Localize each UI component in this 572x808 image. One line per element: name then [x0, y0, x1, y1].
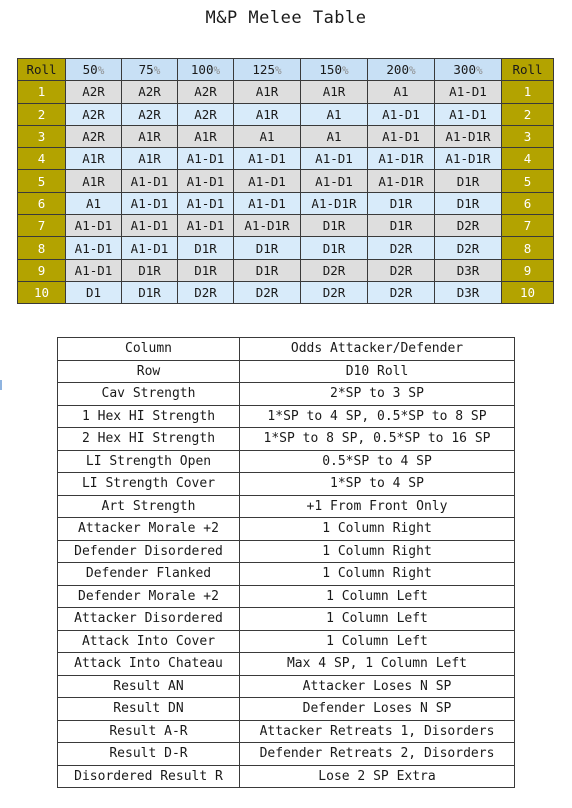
legend-row [58, 653, 515, 676]
roll-cell-left: 9 [18, 259, 66, 281]
legend-table [57, 337, 515, 788]
percent-sign: % [274, 64, 282, 78]
percent-sign: % [97, 64, 105, 78]
odds-header [368, 59, 435, 81]
result-cell: D1R [368, 192, 435, 214]
result-cell: D3R [435, 281, 502, 303]
result-cell: A1-D1 [368, 103, 435, 125]
result-cell: A1-D1R [234, 215, 301, 237]
legend-key: Row [58, 360, 240, 383]
legend-key: LI Strength Open [58, 450, 240, 473]
roll-cell-left: 2 [18, 103, 66, 125]
odds-value: 75 [138, 62, 154, 78]
result-cell: A1-D1 [178, 192, 234, 214]
legend-value: Defender Loses N SP [240, 698, 515, 721]
legend-row [58, 585, 515, 608]
result-cell: A1-D1 [66, 259, 122, 281]
legend-value: 1 Column Right [240, 563, 515, 586]
roll-cell-right: 7 [502, 215, 554, 237]
legend-value: 1 Column Right [240, 518, 515, 541]
result-cell: A1 [301, 103, 368, 125]
result-cell: A1R [122, 125, 178, 147]
legend-value: Defender Retreats 2, Disorders [240, 743, 515, 766]
roll-cell-right: 10 [502, 281, 554, 303]
roll-cell-left: 7 [18, 215, 66, 237]
result-cell: A1-D1 [122, 170, 178, 192]
roll-cell-left: 3 [18, 125, 66, 147]
roll-cell-left: 4 [18, 148, 66, 170]
legend-key: Defender Disordered [58, 540, 240, 563]
legend-value: 1 Column Right [240, 540, 515, 563]
result-cell: D1R [178, 237, 234, 259]
legend-value: D10 Roll [240, 360, 515, 383]
result-cell: A1-D1 [66, 237, 122, 259]
result-cell: A1-D1 [178, 148, 234, 170]
table-row [18, 215, 554, 237]
legend-value: 1*SP to 4 SP [240, 473, 515, 496]
result-cell: D2R [435, 215, 502, 237]
result-cell: D1 [66, 281, 122, 303]
result-cell: A1 [301, 125, 368, 147]
result-cell: D2R [368, 281, 435, 303]
result-cell: D2R [234, 281, 301, 303]
odds-value: 50 [82, 62, 98, 78]
result-cell: A1-D1 [368, 125, 435, 147]
result-cell: D1R [301, 237, 368, 259]
result-cell: A1-D1R [301, 192, 368, 214]
result-cell: D1R [234, 259, 301, 281]
odds-value: 150 [319, 62, 342, 78]
result-cell: A1-D1 [234, 192, 301, 214]
result-cell: A1-D1R [435, 125, 502, 147]
legend-value: 0.5*SP to 4 SP [240, 450, 515, 473]
legend-value: 1 Column Left [240, 608, 515, 631]
result-cell: A1-D1 [301, 148, 368, 170]
legend-key: Result D-R [58, 743, 240, 766]
roll-cell-left: 10 [18, 281, 66, 303]
result-cell: D1R [122, 281, 178, 303]
result-cell: D1R [122, 259, 178, 281]
result-cell: A1R [234, 81, 301, 103]
result-cell: A1R [122, 148, 178, 170]
legend-key: Attacker Morale +2 [58, 518, 240, 541]
legend-row [58, 630, 515, 653]
result-cell: A1-D1R [368, 170, 435, 192]
legend-value: 1 Column Left [240, 630, 515, 653]
legend-key: Result AN [58, 675, 240, 698]
melee-header-row [18, 59, 554, 81]
legend-key: Defender Morale +2 [58, 585, 240, 608]
legend-key: Column [58, 338, 240, 361]
legend-row [58, 540, 515, 563]
legend-row [58, 518, 515, 541]
result-cell: A2R [122, 103, 178, 125]
roll-header-right: Roll [502, 59, 554, 81]
legend-row [58, 360, 515, 383]
page-title: M&P Melee Table [205, 8, 367, 28]
legend-key: Art Strength [58, 495, 240, 518]
result-cell: D1R [435, 170, 502, 192]
legend-value: Lose 2 SP Extra [240, 765, 515, 788]
legend-value: 1*SP to 4 SP, 0.5*SP to 8 SP [240, 405, 515, 428]
result-cell: A2R [178, 81, 234, 103]
result-cell: D2R [368, 259, 435, 281]
result-cell: D1R [368, 215, 435, 237]
roll-cell-left: 1 [18, 81, 66, 103]
legend-key: 1 Hex HI Strength [58, 405, 240, 428]
roll-cell-right: 6 [502, 192, 554, 214]
odds-value: 200 [386, 62, 409, 78]
table-row [18, 170, 554, 192]
legend-row [58, 675, 515, 698]
legend-row [58, 608, 515, 631]
legend-value: Attacker Loses N SP [240, 675, 515, 698]
result-cell: A1-D1 [122, 215, 178, 237]
result-cell: A1-D1 [178, 170, 234, 192]
result-cell: A1-D1 [122, 237, 178, 259]
odds-value: 125 [252, 62, 275, 78]
roll-cell-right: 4 [502, 148, 554, 170]
result-cell: D2R [301, 281, 368, 303]
legend-row [58, 383, 515, 406]
table-row [18, 81, 554, 103]
table-row [18, 237, 554, 259]
result-cell: A1-D1 [178, 215, 234, 237]
result-cell: D2R [368, 237, 435, 259]
legend-row [58, 698, 515, 721]
legend-row [58, 405, 515, 428]
result-cell: D2R [301, 259, 368, 281]
legend-row [58, 765, 515, 788]
result-cell: A1-D1R [368, 148, 435, 170]
legend-row [58, 563, 515, 586]
table-row [18, 281, 554, 303]
legend-key: Attack Into Cover [58, 630, 240, 653]
result-cell: D1R [301, 215, 368, 237]
roll-cell-right: 1 [502, 81, 554, 103]
result-cell: A1R [66, 170, 122, 192]
legend-key: Result A-R [58, 720, 240, 743]
odds-header [66, 59, 122, 81]
percent-sign: % [475, 64, 483, 78]
percent-sign: % [213, 64, 221, 78]
odds-header [301, 59, 368, 81]
roll-cell-right: 5 [502, 170, 554, 192]
percent-sign: % [341, 64, 349, 78]
legend-row [58, 450, 515, 473]
roll-header-left: Roll [18, 59, 66, 81]
odds-value: 300 [453, 62, 476, 78]
result-cell: A2R [178, 103, 234, 125]
table-row [18, 125, 554, 147]
legend-row [58, 495, 515, 518]
result-cell: D1R [234, 237, 301, 259]
result-cell: A2R [66, 81, 122, 103]
legend-value: 1 Column Left [240, 585, 515, 608]
result-cell: A1R [301, 81, 368, 103]
result-cell: A1R [66, 148, 122, 170]
table-row [18, 148, 554, 170]
odds-value: 100 [190, 62, 214, 78]
result-cell: A1-D1R [435, 148, 502, 170]
result-cell: A1-D1 [435, 81, 502, 103]
result-cell: A2R [122, 81, 178, 103]
result-cell: A2R [66, 103, 122, 125]
legend-value: +1 From Front Only [240, 495, 515, 518]
roll-cell-right: 9 [502, 259, 554, 281]
result-cell: D1R [435, 192, 502, 214]
margin-marker [0, 380, 6, 390]
legend-key: LI Strength Cover [58, 473, 240, 496]
result-cell: A1 [66, 192, 122, 214]
legend-key: Attacker Disordered [58, 608, 240, 631]
result-cell: D2R [178, 281, 234, 303]
melee-table [17, 58, 554, 304]
table-row [18, 103, 554, 125]
legend-value: Odds Attacker/Defender [240, 338, 515, 361]
roll-cell-left: 5 [18, 170, 66, 192]
result-cell: D1R [178, 259, 234, 281]
legend-key: Defender Flanked [58, 563, 240, 586]
legend-key: 2 Hex HI Strength [58, 428, 240, 451]
odds-header [234, 59, 301, 81]
roll-cell-left: 8 [18, 237, 66, 259]
roll-cell-right: 2 [502, 103, 554, 125]
result-cell: A1-D1 [435, 103, 502, 125]
result-cell: D2R [435, 237, 502, 259]
legend-value: Attacker Retreats 1, Disorders [240, 720, 515, 743]
legend-row [58, 473, 515, 496]
percent-sign: % [408, 64, 416, 78]
legend-key: Result DN [58, 698, 240, 721]
legend-value: Max 4 SP, 1 Column Left [240, 653, 515, 676]
table-row [18, 192, 554, 214]
result-cell: D3R [435, 259, 502, 281]
legend-row [58, 428, 515, 451]
legend-row [58, 338, 515, 361]
result-cell: A1R [234, 103, 301, 125]
legend-row [58, 743, 515, 766]
result-cell: A1 [234, 125, 301, 147]
legend-value: 1*SP to 8 SP, 0.5*SP to 16 SP [240, 428, 515, 451]
result-cell: A1-D1 [122, 192, 178, 214]
odds-header [435, 59, 502, 81]
result-cell: A1-D1 [301, 170, 368, 192]
table-row [18, 259, 554, 281]
result-cell: A1-D1 [66, 215, 122, 237]
legend-value: 2*SP to 3 SP [240, 383, 515, 406]
roll-cell-right: 8 [502, 237, 554, 259]
result-cell: A1-D1 [234, 148, 301, 170]
percent-sign: % [153, 64, 161, 78]
result-cell: A1-D1 [234, 170, 301, 192]
result-cell: A1R [178, 125, 234, 147]
result-cell: A1 [368, 81, 435, 103]
roll-cell-right: 3 [502, 125, 554, 147]
odds-header [178, 59, 234, 81]
legend-key: Disordered Result R [58, 765, 240, 788]
odds-header [122, 59, 178, 81]
result-cell: A2R [66, 125, 122, 147]
roll-cell-left: 6 [18, 192, 66, 214]
legend-row [58, 720, 515, 743]
legend-key: Cav Strength [58, 383, 240, 406]
legend-key: Attack Into Chateau [58, 653, 240, 676]
